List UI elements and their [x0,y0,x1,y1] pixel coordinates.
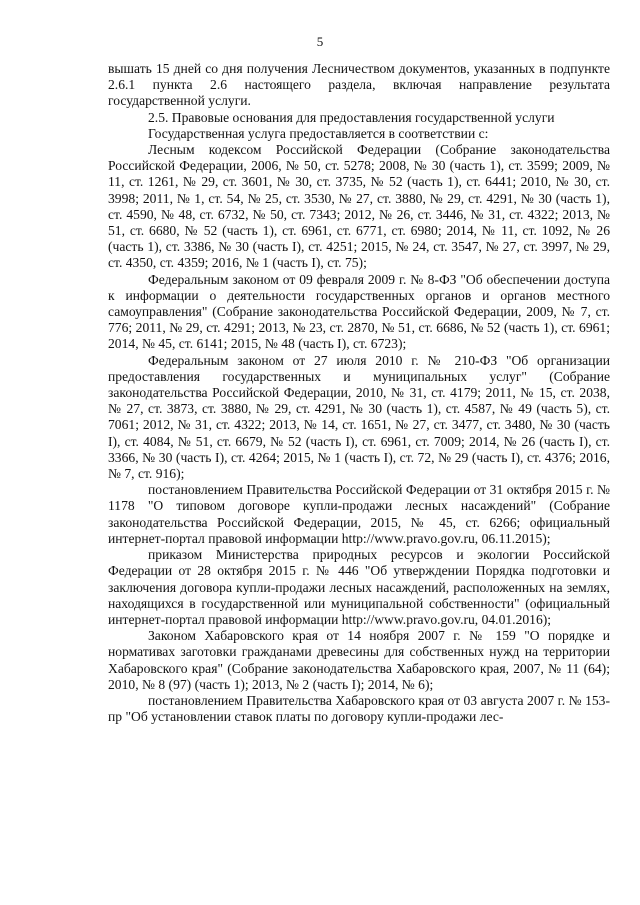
paragraph-federal-law-210fz: Федеральным законом от 27 июля 2010 г. № 210-ФЗ "Об организации предоставления государственных и муниципальных услуг" (Собрание законодательства Российской Федерации, 2010, № 31, ст. 4179; 2011, № 15, ст. 2038, № 27, ст. 3873, ст. 3880, № 29, ст. 4291, № 30 (часть 1), ст. 4587, № 49 (часть 5), ст. 7061; 2012, № 31, ст. 4322; 2013, № 14, ст. 1651, № 27, ст. 3477, ст. 3480, № 30 (часть I), ст. 4084, № 51, ст. 6679, № 52 (часть I), ст. 6961, ст. 7009; 2014, № 26 (часть I), ст. 3366, № 30 (часть I), ст. 4264; 2015, № 1 (часть I), ст. 72, № 29 (часть I), ст. 4376; 2016, № 7, ст. 916); [108,352,610,482]
section-heading-2-5: 2.5. Правовые основания для предоставления государственной услуги [148,109,555,125]
paragraph-forest-code: Лесным кодексом Российской Федерации (Собрание законодательства Российской Федерации, 2006, № 50, ст. 5278; 2008, № 30 (часть 1), ст. 3599; 2009, № 11, ст. 1261, № 29, ст. 3601, № 30, ст. 3735, № 52 (часть 1), ст. 6441; 2010, № 30, ст. 3998; 2011, № 1, ст. 54, № 25, ст. 3530, № 27, ст. 3880, № 29, ст. 4291, № 30 (часть 1), ст. 4590, № 48, ст. 6732, № 50, ст. 7343; 2012, № 26, ст. 3446, № 31, ст. 4322; 2013, № 51, ст. 6680, № 52 (часть 1), ст. 6961, ст. 6771, ст. 6980; 2014, № 11, ст. 1092, № 26 (часть 1), ст. 3386, № 30 (часть I), ст. 4251; 2015, № 24, ст. 3547, № 27, ст. 3997, № 29, ст. 4350, ст. 4359; 2016, № 1 (часть I), ст. 75); [108,142,610,271]
paragraph-continuation: вышать 15 дней со дня получения Лесничеством документов, указанных в подпункте 2.6.1 пункта 2.6 настоящего раздела, включая направление результата государственной услуги. [108,61,610,109]
paragraph-government-resolution-1178: постановлением Правительства Российской Федерации от 31 октября 2015 г. № 1178 "О типовом договоре купли-продажи лесных насаждений" (Собрание законодательства Российской Федерации, 2015, № 45, ст. 6266; официальный интернет-портал правовой информации http://www.pravo.gov.ru, 06.11.2015); [108,482,610,546]
page-number: 5 [316,34,324,49]
paragraph-ministry-order-446: приказом Министерства природных ресурсов и экологии Российской Федерации от 28 октября 2015 г. № 446 "Об утверждении Порядка подготовки и заключения договора купли-продажи лесных насаждений, расположенных на землях, находящихся в государственной или муниципальной собственности" (официальный интернет-портал правовой информации http://www.pravo.gov.ru, 04.01.2016); [108,547,610,627]
paragraph-intro: Государственная услуга предоставляется в соответствии с: [148,125,489,141]
paragraph-federal-law-8fz: Федеральным законом от 09 февраля 2009 г. № 8-ФЗ "Об обеспечении доступа к информации о деятельности государственных органов и органов местного самоуправления" (Собрание законодательства Российской Федерации, 2009, № 7, ст. 776; 2011, № 29, ст. 4291; 2013, № 23, ст. 2870, № 51, ст. 6686, № 52 (часть 1), ст. 6961; 2014, № 45, ст. 6141; 2015, № 48 (часть I), ст. 6723); [108,271,610,352]
paragraph-khabarovsk-resolution-153pr: постановлением Правительства Хабаровского края от 03 августа 2007 г. № 153-пр "Об установлении ставок платы по договору купли-продажи лес- [108,692,610,725]
paragraph-khabarovsk-law-159: Законом Хабаровского края от 14 ноября 2007 г. № 159 "О порядке и нормативах заготовки гражданами древесины для собственных нужд на территории Хабаровского края" (Собрание законодательства Хабаровского края, 2007, № 11 (64); 2010, № 8 (97) (часть 1); 2013, № 2 (часть I); 2014, № 6); [108,628,610,692]
document-body [108,61,610,725]
